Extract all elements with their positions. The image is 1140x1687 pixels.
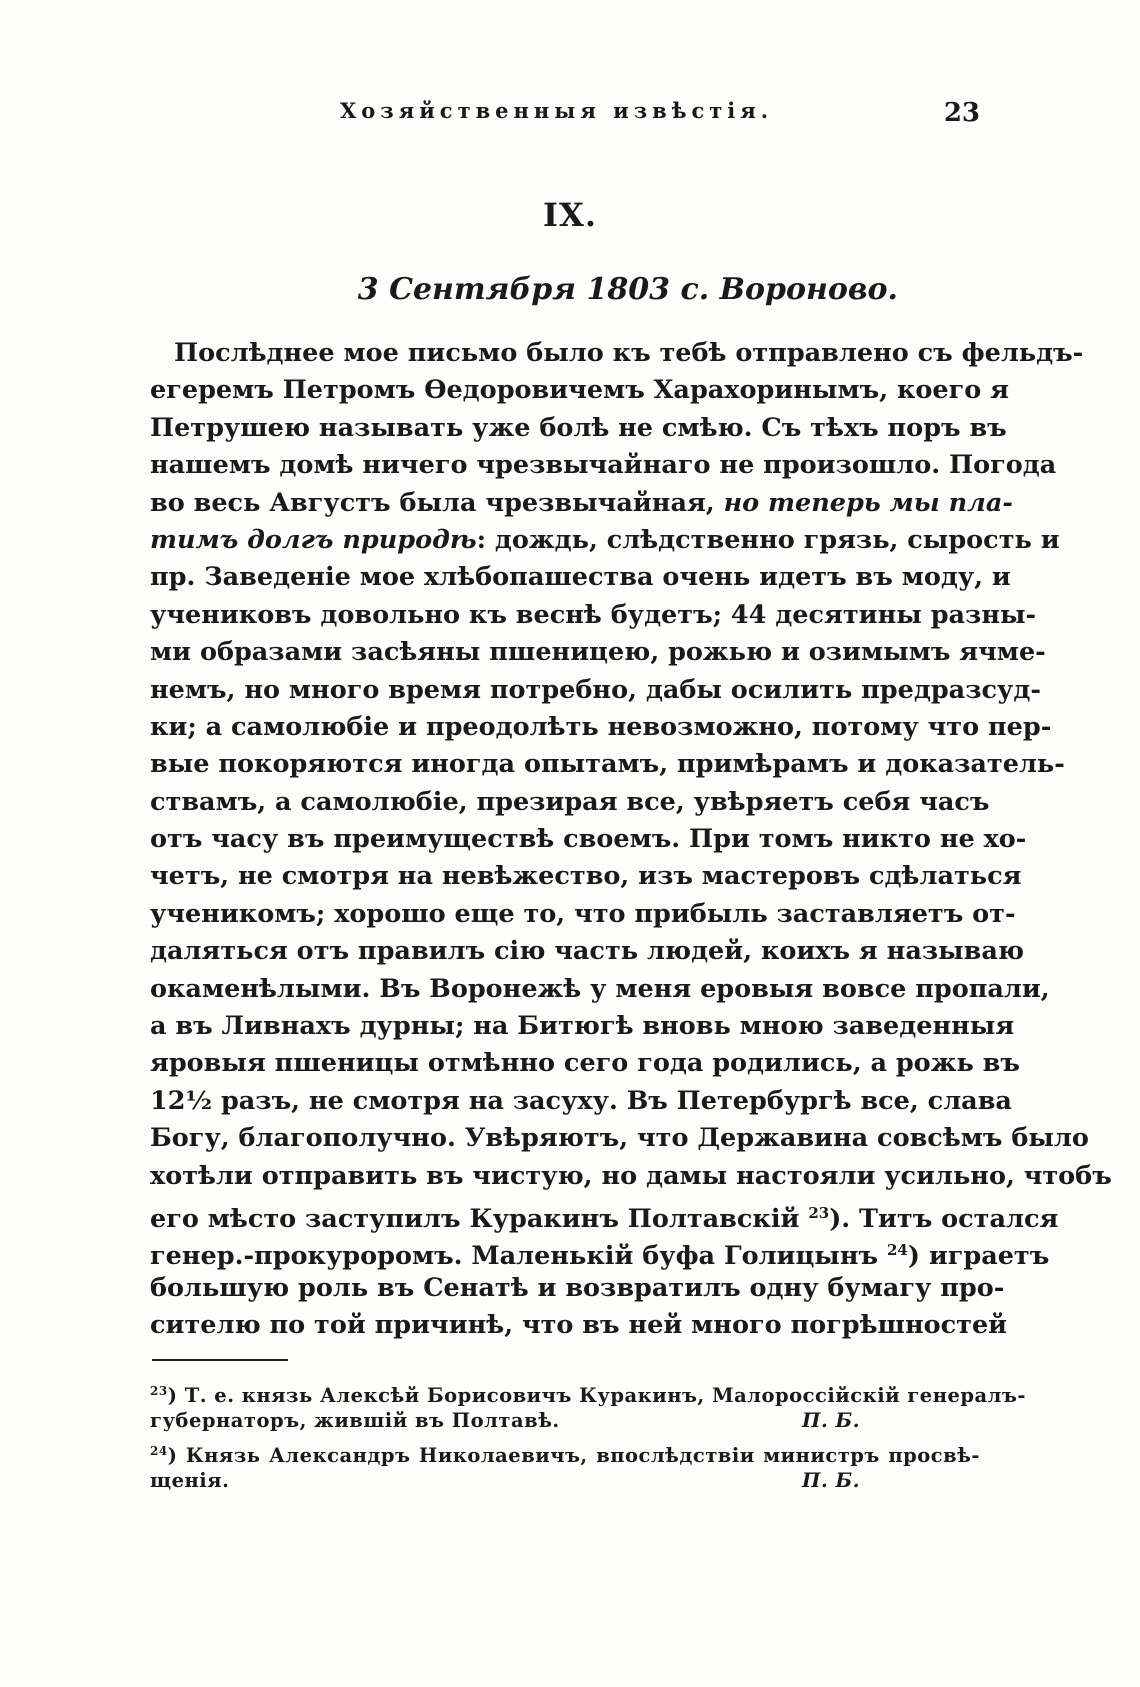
footnote-text: губернаторъ, жившій въ Полтавѣ. [150, 1409, 560, 1432]
footnote-text: ) Князь Александръ Николаевичъ, впослѣдствіи министръ просвѣ- [167, 1444, 980, 1467]
footnote-24-cont [150, 1466, 980, 1496]
body-line: большую роль въ Сенатѣ и возвратилъ одну бумагу про- [150, 1272, 1005, 1303]
footnote-ref-23[interactable]: 23 [808, 1203, 830, 1222]
body-line [150, 485, 1013, 522]
letter-body [150, 335, 1112, 1345]
body-line: немъ, но много время потребно, дабы осилить предразсуд- [150, 674, 1041, 705]
running-head: Хозяйственныя извѣстія. [340, 98, 774, 123]
body-line: ствамъ, а самолюбіе, презирая все, увѣряетъ себя часъ [150, 786, 990, 817]
body-line: Богу, благополучно. Увѣряютъ, что Державина совсѣмъ было [150, 1123, 1089, 1154]
footnote-signature: П. Б. [802, 1469, 860, 1492]
body-line: Послѣднее мое письмо было къ тебѣ отправлено съ фельдъ- [174, 338, 1084, 368]
body-line: ученикомъ; хорошо еще то, что прибыль заставляетъ от- [150, 898, 1016, 929]
footnote-text: ) Т. е. князь Алексѣй Борисовичъ Куракинъ, Малороссійскій генералъ- [167, 1384, 1026, 1407]
body-line: Петрушею называть уже болѣ не смѣю. Съ тѣхъ поръ въ [150, 412, 1007, 443]
section-numeral: IX. [543, 196, 597, 234]
body-line: даляться отъ правилъ сію часть людей, коихъ я называю [150, 936, 1025, 967]
body-text-run: ) играетъ [907, 1241, 1050, 1272]
body-line: ки; а самолюбіе и преодолѣть невозможно, потому что пер- [150, 711, 1052, 742]
body-line: а въ Ливнахъ дурны; на Битюгѣ вновь мною заведенныя [150, 1011, 1015, 1042]
letter-dateline: 3 Сентября 1803 с. Вороново. [357, 272, 898, 307]
body-line: окаменѣлыми. Въ Воронежѣ у меня еровыя вовсе пропали, [150, 973, 1050, 1004]
footnote-23-cont [150, 1406, 980, 1436]
body-text-run: во весь Августъ была чрезвычайная, [150, 487, 715, 518]
body-line [150, 1195, 1059, 1234]
body-line: пр. Заведеніе мое хлѣбопашества очень идетъ въ моду, и [150, 562, 1011, 593]
body-line: сителю по той причинѣ, что въ ней много погрѣшностей [150, 1310, 1008, 1341]
body-text-run: : дождь, слѣдственно грязь, сырость и [476, 524, 1060, 555]
body-line: ми образами засѣяны пшеницею, рожью и озимымъ ячме- [150, 637, 1046, 668]
body-text-run: генер.-прокуроромъ. Маленькій буфа Голицынъ [150, 1241, 879, 1272]
footnote-marker: 24 [150, 1444, 168, 1458]
footnote-divider [152, 1359, 288, 1361]
footnotes [150, 1376, 1026, 1496]
italic-phrase: но теперь мы пла- [723, 487, 1013, 518]
body-line: четъ, не смотря на невѣжество, изъ мастеровъ сдѣлаться [150, 861, 1022, 892]
body-line [150, 1232, 1050, 1272]
footnote-24 [150, 1436, 980, 1466]
page-header [150, 98, 980, 132]
footnote-text: щенія. [150, 1469, 230, 1492]
body-line: егеремъ Петромъ Ѳедоровичемъ Харахоринымъ, коего я [150, 375, 1009, 406]
body-line: 12½ разъ, не смотря на засуху. Въ Петербургѣ все, слава [150, 1085, 1012, 1116]
body-line: отъ часу въ преимуществѣ своемъ. При томъ никто не хо- [150, 824, 1027, 855]
body-line: нашемъ домѣ ничего чрезвычайнаго не произошло. Погода [150, 450, 1057, 481]
body-line: яровыя пшеницы отмѣнно сего года родились, а рожь въ [150, 1048, 1020, 1079]
footnote-ref-24[interactable]: 24 [887, 1241, 908, 1260]
body-line: учениковъ довольно къ веснѣ будетъ; 44 десятины разны- [150, 599, 1037, 630]
body-line [150, 522, 1060, 559]
body-line: вые покоряются иногда опытамъ, примѣрамъ и доказатель- [150, 749, 1065, 780]
body-text-run: ). Титъ остался [829, 1203, 1059, 1234]
footnote-23 [150, 1376, 1026, 1407]
body-line: хотѣли отправить въ чистую, но дамы настояли усильно, чтобъ [150, 1160, 1112, 1191]
body-text-run: его мѣсто заступилъ Куракинъ Полтавскій [150, 1203, 800, 1234]
italic-phrase: тимъ долгъ природѣ [150, 524, 477, 555]
page-number: 23 [943, 98, 980, 128]
footnote-marker: 23 [150, 1384, 168, 1398]
footnote-signature: П. Б. [802, 1409, 860, 1432]
